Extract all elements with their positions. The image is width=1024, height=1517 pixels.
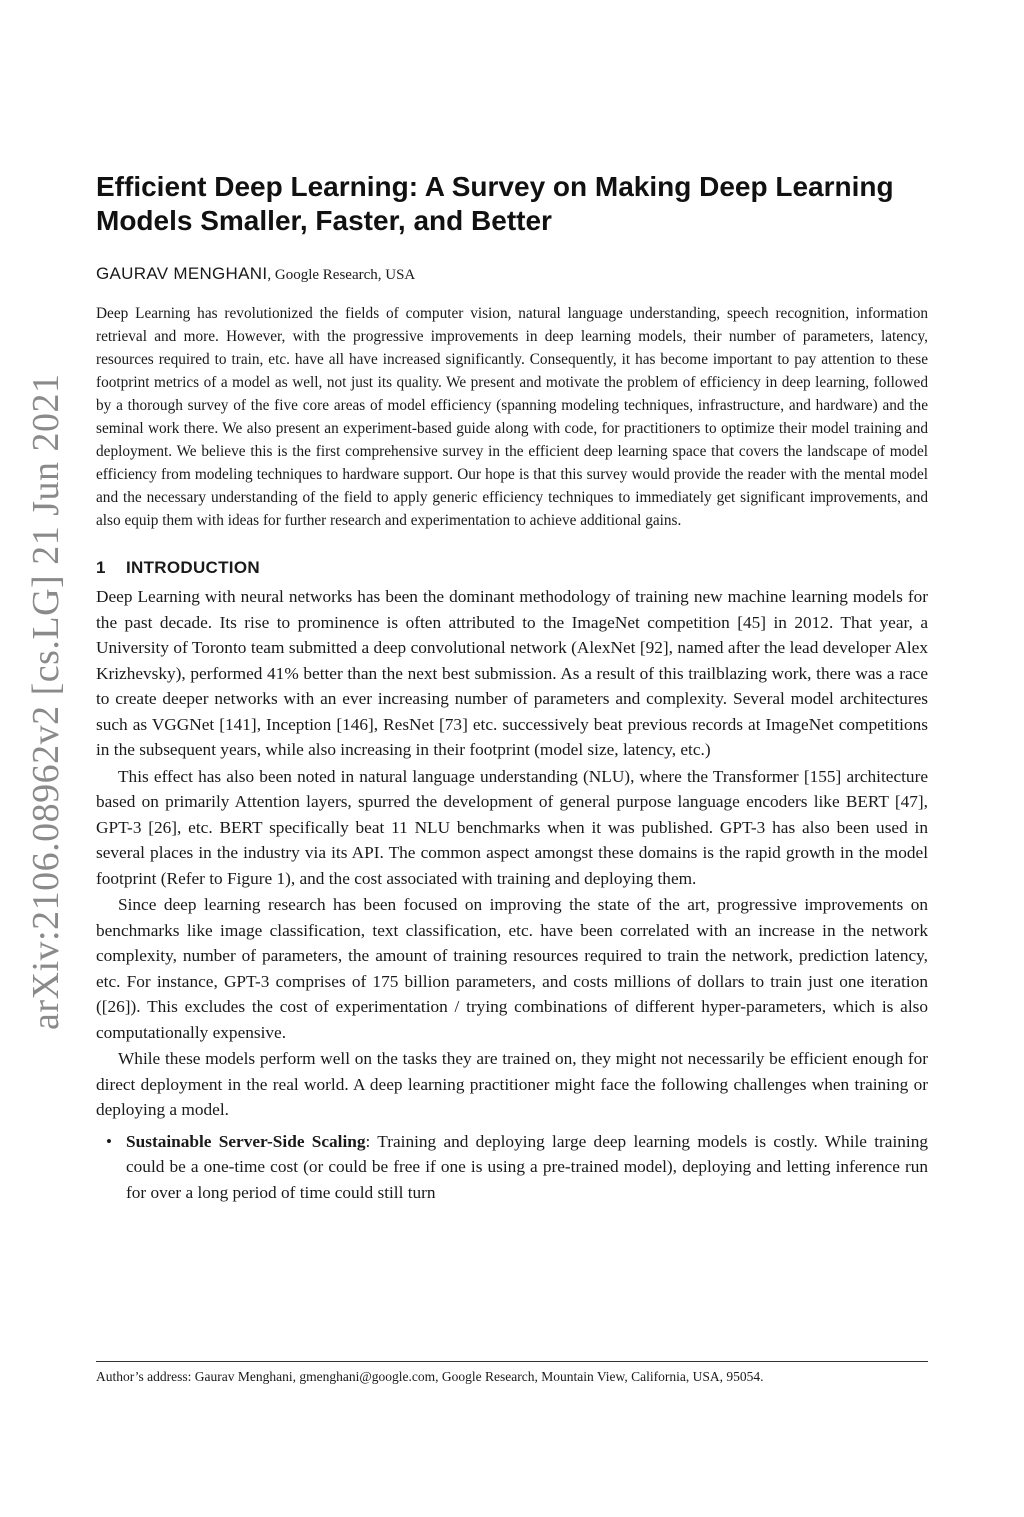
challenge-list	[96, 1129, 928, 1206]
footnote-divider	[96, 1361, 928, 1362]
paper-title: Efficient Deep Learning: A Survey on Making Deep Learning Models Smaller, Faster, and Better	[96, 171, 894, 236]
paragraph: Deep Learning with neural networks has been the dominant methodology of training new machine learning models for the past decade. Its rise to prominence is often attributed to the ImageNet competition [45] in 2012. That year, a University of Toronto team submitted a deep convolutional network (AlexNet [92], named after the lead developer Alex Krizhevsky), performed 41% better than the next best submission. As a result of this trailblazing work, there was a race to create deeper networks with an ever increasing number of parameters and complexity. Several model architectures such as VGGNet [141], Inception [146], ResNet [73] etc. successively beat previous records at ImageNet competitions in the subsequent years, while also increasing in their footprint (model size, latency, etc.)	[96, 587, 928, 759]
author-address-footnote: Author’s address: Gaurav Menghani, gmenghani@google.com, Google Research, Mountain View, California, USA, 95054.	[96, 1369, 764, 1384]
list-item	[106, 1129, 928, 1206]
abstract: Deep Learning has revolutionized the fields of computer vision, natural language understanding, speech recognition, information retrieval and more. However, with the progressive improvements in deep learning models, their number of parameters, latency, resources required to train, etc. have all have increased significantly. Consequently, it has become important to pay attention to these footprint metrics of a model as well, not just its quality. We present and motivate the problem of efficiency in deep learning, followed by a thorough survey of the five core areas of model efficiency (spanning modeling techniques, infrastructure, and hardware) and the seminal work there. We also present an experiment-based guide along with code, for practitioners to optimize their model training and deployment. We believe this is the first comprehensive survey in the efficient deep learning space that covers the landscape of model efficiency from modeling techniques to hardware support. Our hope is that this survey would provide the reader with the mental model and the necessary understanding of the field to apply generic efficiency techniques to immediately get significant improvements, and also equip them with ideas for further research and experimentation to achieve additional gains.	[96, 305, 928, 529]
introduction-body	[96, 584, 928, 1205]
author-line	[96, 264, 928, 284]
bullet-icon: •	[106, 1131, 112, 1151]
section-title: INTRODUCTION	[126, 558, 260, 577]
paragraph: This effect has also been noted in natural language understanding (NLU), where the Transformer [155] architecture based on primarily Attention layers, spurred the development of general purpose language encoders like BERT [47], GPT-3 [26], etc. BERT specifically beat 11 NLU benchmarks when it was published. GPT-3 has also been used in several places in the industry via its API. The common aspect amongst these domains is the rapid growth in the model footprint (Refer to Figure 1), and the cost associated with training and deploying them.	[96, 766, 928, 888]
section-heading-introduction	[96, 558, 928, 578]
author-affiliation: , Google Research, USA	[267, 267, 416, 283]
paper-page	[96, 170, 928, 1205]
bullet-text: : Training and deploying large deep learning models is costly. While training could be a one-time cost (or could be free if one is using a pre-trained model), deploying and letting inference run for over a long period of time could still turn	[126, 1131, 928, 1202]
paragraph: While these models perform well on the tasks they are trained on, they might not necessarily be efficient enough for direct deployment in the real world. A deep learning practitioner might face the following challenges when training or deploying a model.	[96, 1049, 928, 1119]
section-number: 1	[96, 558, 106, 577]
paragraph: Since deep learning research has been focused on improving the state of the art, progressive improvements on benchmarks like image classification, text classification, etc. have been correlated with an increase in the network complexity, number of parameters, the amount of training resources required to train the network, prediction latency, etc. For instance, GPT-3 comprises of 175 billion parameters, and costs millions of dollars to train just one iteration ([26]). This excludes the cost of experimentation / trying combinations of different hyper-parameters, which is also computationally expensive.	[96, 895, 928, 1042]
author-name: GAURAV MENGHANI	[96, 264, 268, 283]
bullet-term: Sustainable Server-Side Scaling	[126, 1131, 366, 1151]
arxiv-identifier-stamp: arXiv:2106.08962v2 [cs.LG] 21 Jun 2021	[25, 373, 67, 1030]
